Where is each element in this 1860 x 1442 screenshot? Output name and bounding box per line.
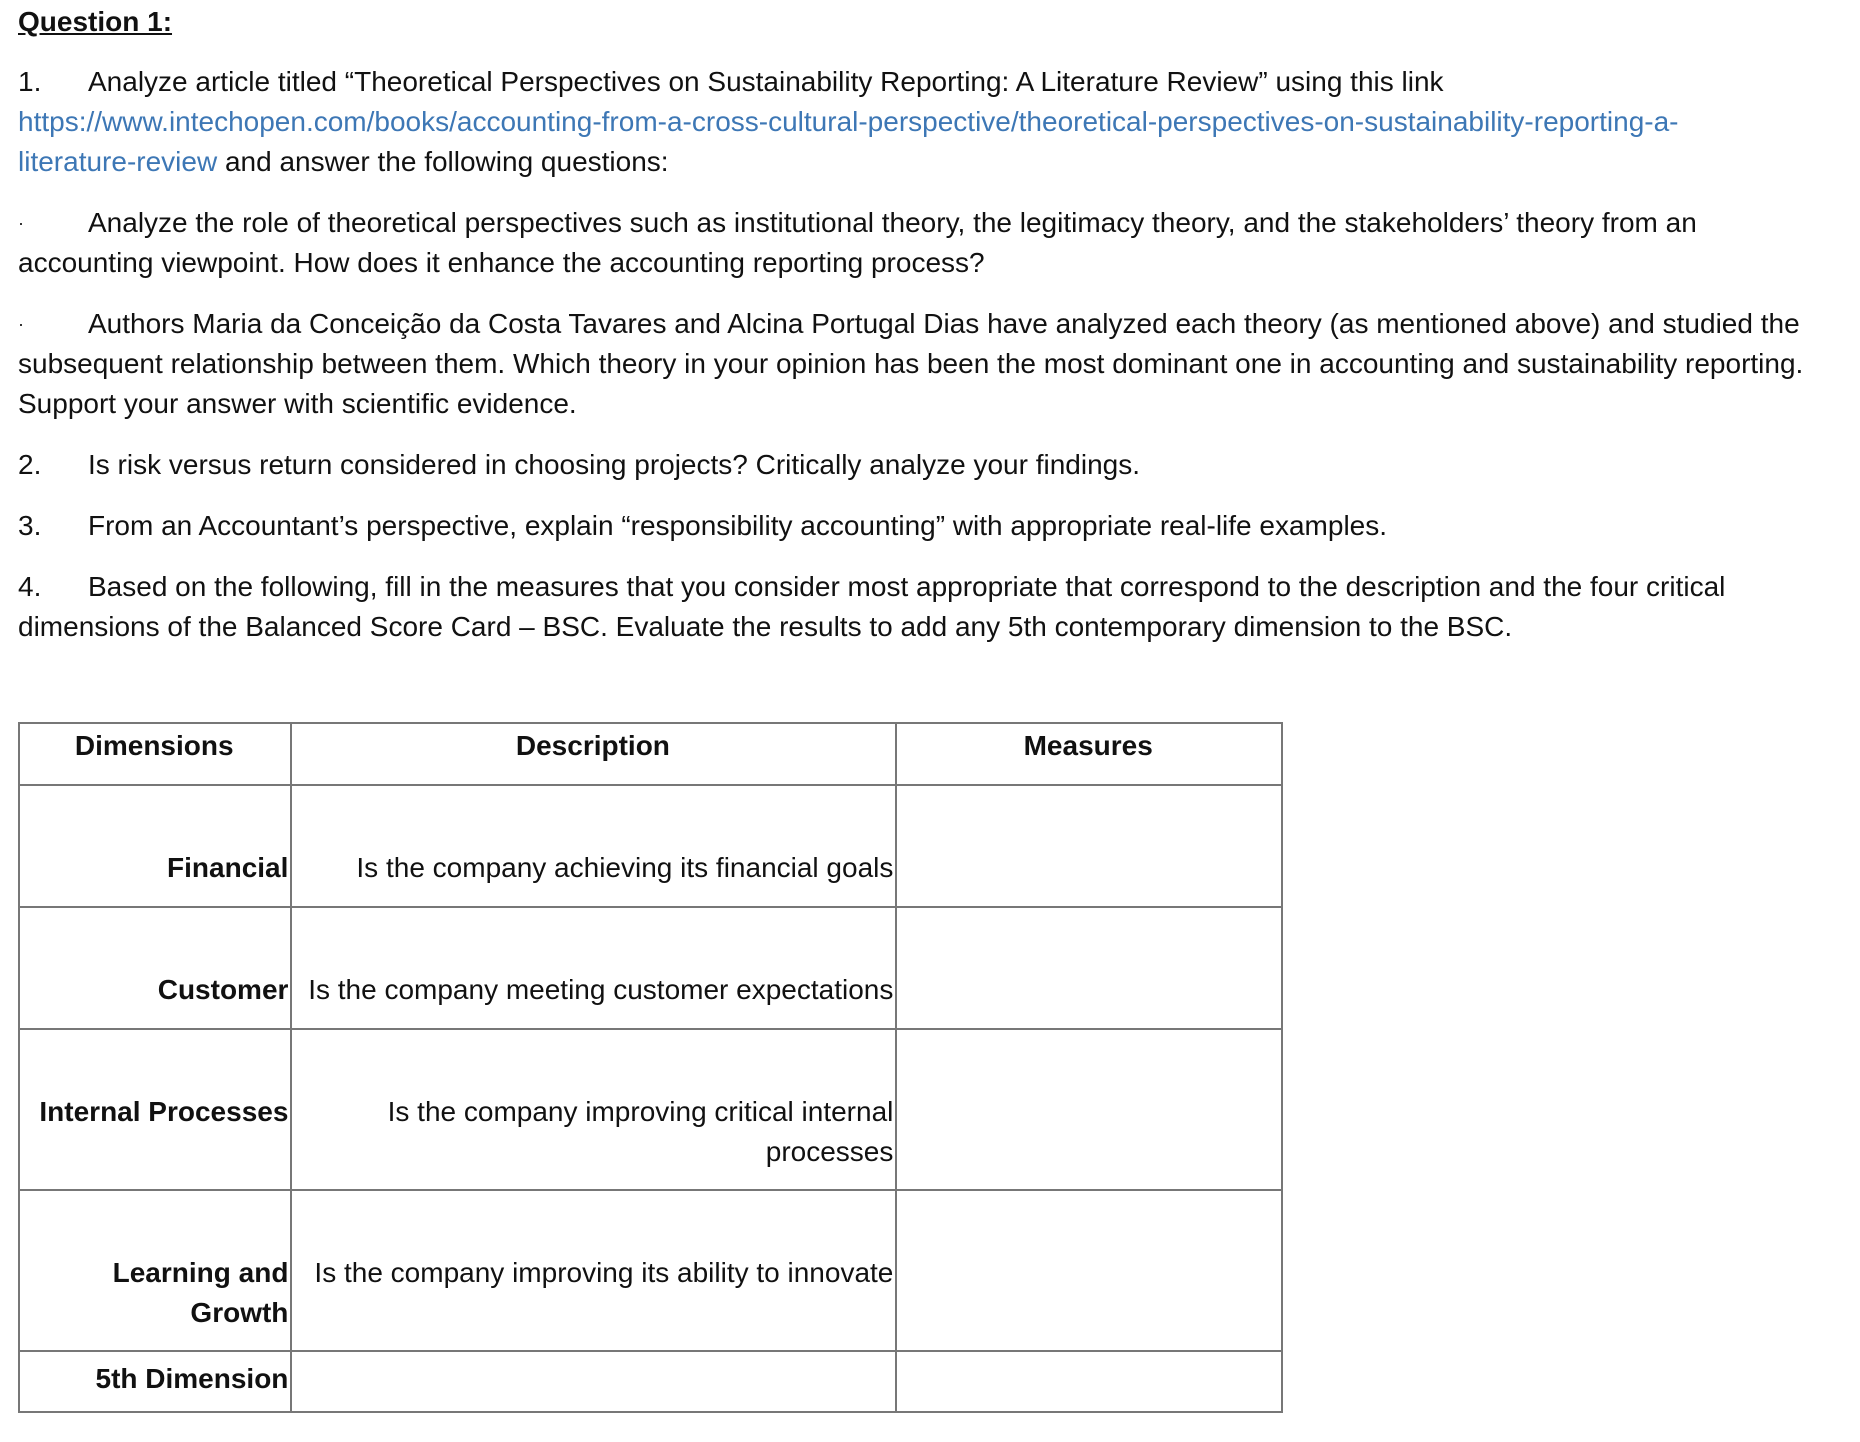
bullet-2-marker: · [18, 314, 24, 334]
table-row-learning-growth [19, 1190, 1282, 1351]
table-header-row [19, 723, 1282, 785]
question-4-line-2: dimensions of the Balanced Score Card – BSC. Evaluate the results to add any 5th contemporary dimension to the BSC. [18, 611, 1513, 642]
bullet-1-line-2: accounting viewpoint. How does it enhance the accounting reporting process? [18, 247, 985, 278]
dimension-customer: Customer [19, 907, 291, 1029]
table-row-financial [19, 785, 1282, 907]
question-3-number: 3. [18, 510, 42, 541]
question-1-number: 1. [18, 66, 42, 97]
question-1-intro: Analyze article titled “Theoretical Perspectives on Sustainability Reporting: A Literature Review” using this link [88, 66, 1444, 97]
question-3-text: From an Accountant’s perspective, explain “responsibility accounting” with appropriate real-life examples. [88, 510, 1388, 541]
description-customer: Is the company meeting customer expectations [291, 907, 896, 1029]
description-5th-cell[interactable] [291, 1351, 896, 1412]
measures-financial-cell[interactable] [896, 785, 1282, 907]
bullet-2 [18, 304, 1848, 424]
bullet-1-line-1: Analyze the role of theoretical perspectives such as institutional theory, the legitimacy theory, and the stakeholders’ theory from an [88, 207, 1697, 238]
question-heading: Question 1: [18, 6, 173, 37]
measures-internal-processes-cell[interactable] [896, 1029, 1282, 1190]
dimension-learning-growth-line-2: Growth [190, 1297, 289, 1328]
header-description: Description [291, 723, 896, 785]
article-link-line-2[interactable]: literature-review [18, 146, 218, 177]
question-4-number: 4. [18, 571, 42, 602]
table-row-customer [19, 907, 1282, 1029]
question-1-outro: and answer the following questions: [217, 146, 669, 177]
measures-learning-growth-cell[interactable] [896, 1190, 1282, 1351]
table-row-internal-processes [19, 1029, 1282, 1190]
table-row-5th-dimension [19, 1351, 1282, 1412]
question-2-number: 2. [18, 449, 42, 480]
dimension-financial: Financial [19, 785, 291, 907]
document-page [18, 0, 1848, 647]
dimension-learning-growth-line-1: Learning and [112, 1257, 289, 1288]
bullet-1 [18, 203, 1848, 283]
question-4 [18, 567, 1848, 647]
measures-5th-cell[interactable] [896, 1351, 1282, 1412]
measures-customer-cell[interactable] [896, 907, 1282, 1029]
description-financial: Is the company achieving its financial goals [291, 785, 896, 907]
bullet-2-line-1: Authors Maria da Conceição da Costa Tavares and Alcina Portugal Dias have analyzed each theory (as mentioned above) and studied the [88, 308, 1800, 339]
bullet-2-line-2: subsequent relationship between them. Which theory in your opinion has been the most dominant one in accounting and sustainability reporting. [18, 348, 1804, 379]
dimension-5th: 5th Dimension [19, 1351, 291, 1412]
header-measures: Measures [896, 723, 1282, 785]
description-internal-processes-line-1: Is the company improving critical internal [387, 1096, 894, 1127]
question-1 [18, 62, 1848, 182]
question-2-text: Is risk versus return considered in choosing projects? Critically analyze your findings. [88, 449, 1141, 480]
question-2 [18, 445, 1848, 485]
dimension-internal-processes: Internal Processes [19, 1029, 291, 1190]
balanced-scorecard-table [18, 722, 1283, 1413]
description-internal-processes [291, 1029, 896, 1190]
bullet-1-marker: · [18, 213, 24, 233]
description-internal-processes-line-2: processes [765, 1136, 894, 1167]
dimension-learning-growth [19, 1190, 291, 1351]
header-dimensions: Dimensions [19, 723, 291, 785]
article-link-line-1[interactable]: https://www.intechopen.com/books/accounting-from-a-cross-cultural-perspective/theoretical-perspectives-on-sustainability-reporting-a- [18, 106, 1679, 137]
description-learning-growth: Is the company improving its ability to innovate [291, 1190, 896, 1351]
bullet-2-line-3: Support your answer with scientific evidence. [18, 388, 577, 419]
question-4-line-1: Based on the following, fill in the measures that you consider most appropriate that correspond to the description and the four critical [88, 571, 1726, 602]
question-3 [18, 506, 1848, 546]
